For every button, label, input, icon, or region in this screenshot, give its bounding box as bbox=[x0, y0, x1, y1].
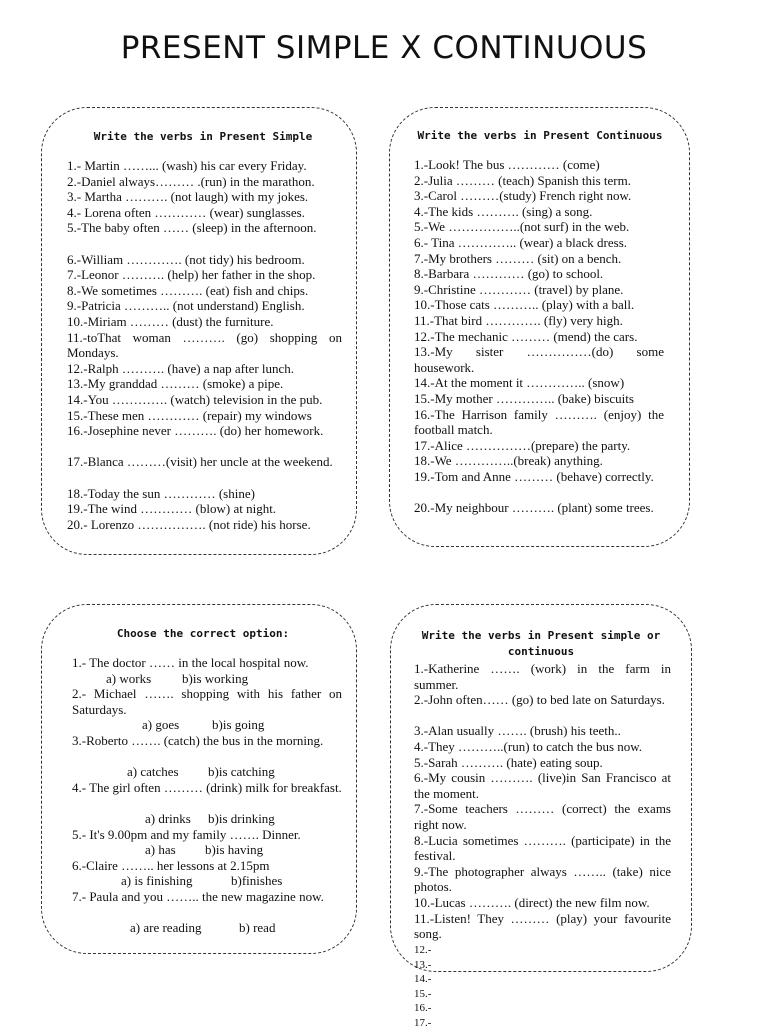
present-simple-heading: Write the verbs in Present Simple bbox=[93, 130, 313, 143]
exercise-item: 7.-My brothers ……… (sit) on a bench. bbox=[414, 250, 622, 266]
exercise-item: 19.-The wind ………… (blow) at night. bbox=[67, 501, 277, 517]
option-a: a) goes bbox=[142, 717, 180, 733]
option-b: b)finishes bbox=[231, 873, 283, 889]
exercise-item: 14.-You …………. (watch) television in the pub. bbox=[67, 392, 323, 407]
exercise-item: 18.-Today the sun ………… (shine) bbox=[67, 485, 255, 501]
blank-item: 15.- bbox=[414, 987, 432, 1000]
exercise-item: 16.-The Harrison family ………. (enjoy) the football match. bbox=[414, 406, 664, 438]
exercise-item: 7.-Leonor ………. (help) her father in the shop. bbox=[67, 267, 316, 283]
exercise-item: 9.-Patricia ……….. (not understand) English. bbox=[67, 298, 305, 314]
option-a: a) works bbox=[106, 670, 152, 686]
exercise-item: 5.-The baby often …… (sleep) in the afternoon. bbox=[67, 220, 317, 236]
exercise-item: 6.-My cousin ………. (live)in San Francisco at the moment. bbox=[414, 770, 671, 801]
exercise-item: 2.-Julia ……… (teach) Spanish this term. bbox=[414, 172, 631, 188]
exercise-item: 19.-Tom and Anne ……… (behave) correctly. bbox=[414, 469, 654, 484]
exercise-item: 6.-William …………. (not tidy) his bedroom. bbox=[67, 251, 305, 267]
exercise-item: 8.-Lucia sometimes ………. (participate) in the festival. bbox=[414, 832, 671, 864]
exercise-item: 4.-They ………..(run) to catch the bus now. bbox=[414, 739, 643, 754]
exercise-item: 11.-Listen! They ……… (play) your favourite song. bbox=[414, 910, 671, 942]
simple-or-continuous-heading-line2: continuous bbox=[507, 645, 575, 658]
option-a: a) has bbox=[145, 842, 176, 858]
option-b: b)is working bbox=[182, 670, 249, 686]
exercise-item: 10.-Lucas ………. (direct) the new film now. bbox=[414, 895, 650, 910]
exercise-item: 4.-The kids ………. (sing) a song. bbox=[414, 203, 593, 219]
exercise-item: 17.-Blanca ………(visit) her uncle at the weekend. bbox=[67, 454, 333, 470]
exercise-item: 9.-The photographer always …….. (take) nice photos. bbox=[414, 863, 671, 895]
option-a: a) drinks bbox=[145, 811, 191, 826]
exercise-item: 8.-Barbara ………… (go) to school. bbox=[414, 266, 604, 282]
blank-item: 13.- bbox=[414, 958, 432, 971]
option-a: a) catches bbox=[127, 764, 179, 780]
exercise-item: 3.- Martha ………. (not laugh) with my jokes. bbox=[67, 189, 309, 205]
option-a: a) is finishing bbox=[121, 873, 193, 889]
option-b: b)is going bbox=[212, 717, 265, 733]
exercise-item: 15.-My mother ………….. (bake) biscuits bbox=[414, 391, 634, 406]
question-text: 4.- The girl often ……… (drink) milk for breakfast. bbox=[72, 779, 342, 795]
exercise-item: 7.-Some teachers ……… (correct) the exams right now. bbox=[414, 801, 671, 832]
exercise-item: 8.-We sometimes ………. (eat) fish and chips. bbox=[67, 282, 309, 298]
exercise-item: 11.-That bird …………. (fly) very high. bbox=[414, 313, 623, 328]
exercise-item: 20.-My neighbour ………. (plant) some trees. bbox=[414, 500, 654, 516]
exercise-item: 12.-Ralph ………. (have) a nap after lunch. bbox=[67, 360, 295, 376]
exercise-item: 6.- Tina ………….. (wear) a black dress. bbox=[414, 235, 628, 250]
blank-item: 14.- bbox=[414, 973, 432, 986]
exercise-item: 16.-Josephine never ………. (do) her homework. bbox=[67, 423, 324, 439]
option-b: b)is catching bbox=[208, 764, 275, 780]
question-text: 2.- Michael ……. shopping with his father on Saturdays. bbox=[72, 686, 342, 717]
option-b: b) read bbox=[239, 920, 276, 936]
choose-option-heading: Choose the correct option: bbox=[116, 627, 290, 640]
question-text: 3.-Roberto ……. (catch) the bus in the morning. bbox=[72, 733, 324, 748]
exercise-item: 2.-John often…… (go) to bed late on Saturdays. bbox=[414, 692, 665, 708]
exercise-item: 1.- Martin ……... (wash) his car every Friday. bbox=[67, 158, 307, 173]
exercise-item: 20.- Lorenzo ……………. (not ride) his horse. bbox=[67, 516, 311, 532]
page-title: PRESENT SIMPLE X CONTINUOUS bbox=[120, 30, 648, 66]
exercise-item: 13.-My sister ……………(do) some housework. bbox=[414, 344, 664, 375]
question-text: 5.- It's 9.00pm and my family ……. Dinner. bbox=[72, 826, 301, 842]
blank-item: 12.- bbox=[414, 944, 432, 956]
exercise-item: 5.-We ……………..(not surf) in the web. bbox=[414, 219, 630, 235]
exercise-item: 3.-Carol ………(study) French right now. bbox=[414, 188, 632, 204]
exercise-item: 1.-Look! The bus ………… (come) bbox=[414, 157, 600, 172]
option-a: a) are reading bbox=[130, 920, 202, 936]
exercise-item: 10.-Miriam ……… (dust) the furniture. bbox=[67, 314, 274, 329]
exercise-item: 13.-My granddad ……… (smoke) a pipe. bbox=[67, 376, 284, 392]
blank-item: 16.- bbox=[414, 1002, 432, 1015]
question-text: 1.- The doctor …… in the local hospital now. bbox=[72, 655, 309, 670]
exercise-item: 14.-At the moment it ………….. (snow) bbox=[414, 375, 625, 391]
exercise-item: 1.-Katherine ……. (work) in the farm in summer. bbox=[414, 661, 671, 692]
question-text: 7.- Paula and you …….. the new magazine now. bbox=[72, 889, 324, 904]
exercise-item: 17.-Alice ……………(prepare) the party. bbox=[414, 437, 631, 453]
option-b: b)is having bbox=[205, 842, 264, 858]
exercise-item: 4.- Lorena often ………… (wear) sunglasses. bbox=[67, 204, 305, 220]
present-continuous-heading: Write the verbs in Present Continuous bbox=[417, 129, 663, 142]
blank-item: 17.- bbox=[414, 1017, 432, 1029]
exercise-item: 12.-The mechanic ……… (mend) the cars. bbox=[414, 328, 638, 344]
exercise-item: 15.-These men ………… (repair) my windows bbox=[67, 407, 312, 423]
exercise-item: 18.-We …………..(break) anything. bbox=[414, 453, 603, 469]
exercise-item: 9.-Christine ………… (travel) by plane. bbox=[414, 281, 624, 297]
option-b: b)is drinking bbox=[208, 811, 275, 826]
exercise-item: 10.-Those cats ……….. (play) with a ball. bbox=[414, 297, 635, 313]
exercise-item: 5.-Sarah ………. (hate) eating soup. bbox=[414, 754, 603, 770]
exercise-item: 2.-Daniel always……… .(run) in the marathon. bbox=[67, 173, 315, 189]
exercise-item: 11.-toThat woman ………. (go) shopping on Mondays. bbox=[67, 329, 342, 361]
exercise-item: 3.-Alan usually ……. (brush) his teeth.. bbox=[414, 723, 621, 739]
simple-or-continuous-heading-line1: Write the verbs in Present simple or bbox=[421, 629, 661, 642]
question-text: 6.-Claire …….. her lessons at 2.15pm bbox=[72, 857, 270, 873]
